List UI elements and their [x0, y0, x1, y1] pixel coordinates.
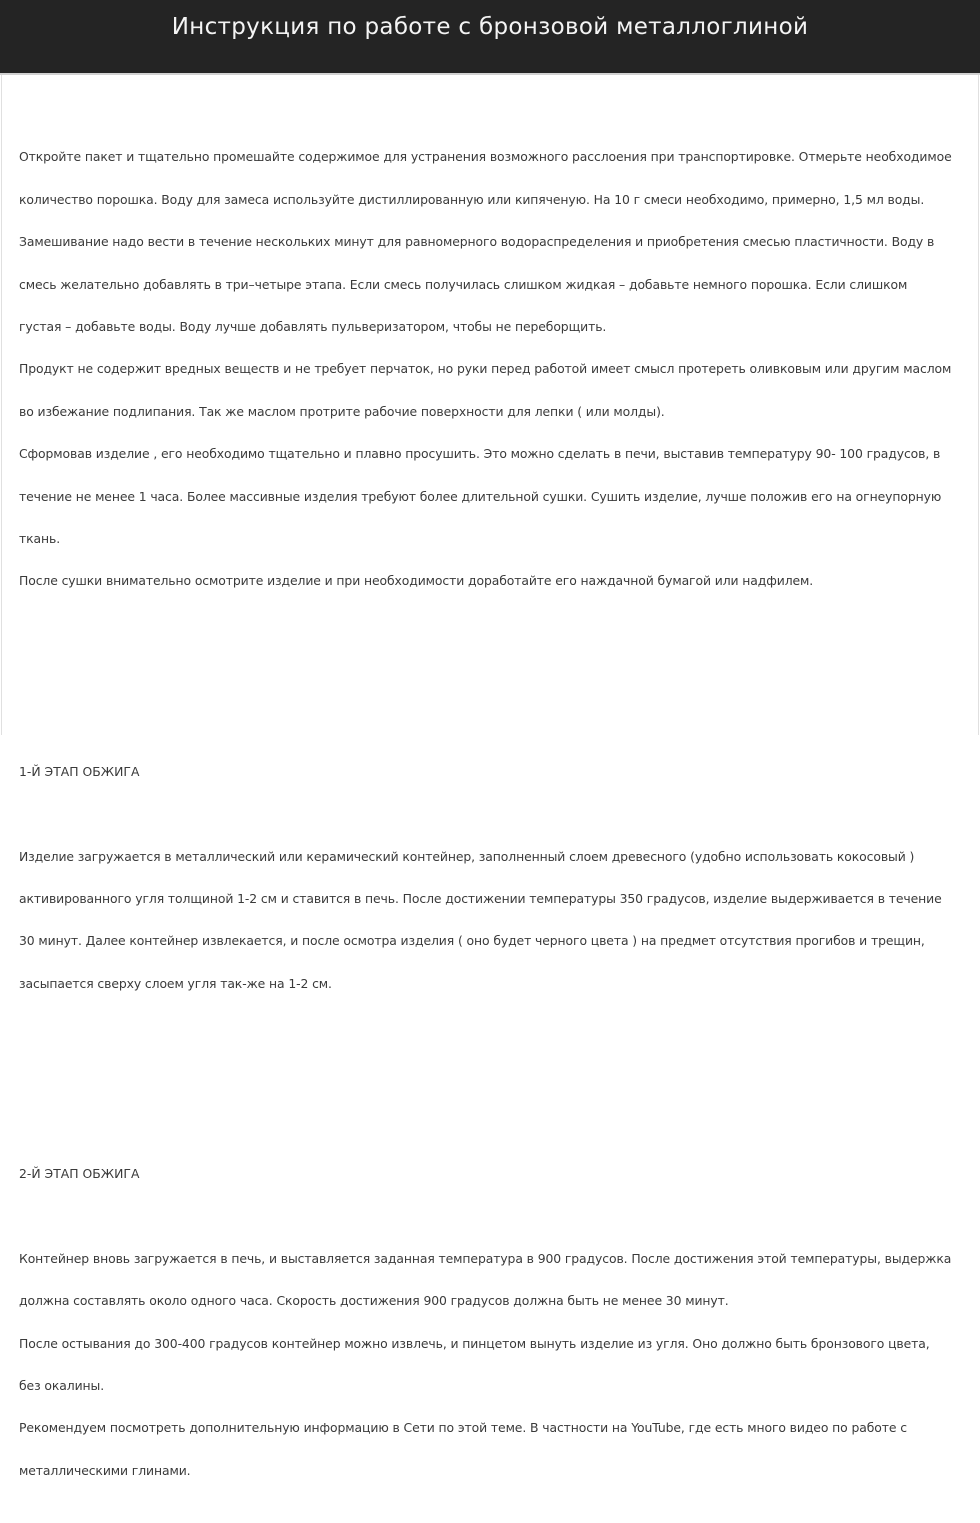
- text-line: ткань.: [19, 531, 61, 547]
- stage2-section: [19, 1142, 964, 1502]
- text-line: металлическими глинами.: [19, 1462, 191, 1478]
- text-line: густая – добавьте воды. Воду лучше добавлять пульверизатором, чтобы не переборщить.: [19, 319, 607, 335]
- spacer: [19, 1206, 964, 1227]
- text-line: течение не менее 1 часа. Более массивные изделия требуют более длительной сушки. Сушить изделие, лучше положив его на огнеупорную: [19, 488, 942, 504]
- text-line: Откройте пакет и тщательно промешайте содержимое для устранения возможного расслоения при транспортировке. Отмерьте необходимое: [19, 149, 952, 165]
- stage1-heading: 1-Й ЭТАП ОБЖИГА: [19, 763, 140, 779]
- spacer: [19, 1058, 964, 1100]
- spacer: [19, 655, 964, 697]
- page-header: [0, 0, 980, 75]
- text-line: 30 минут. Далее контейнер извлекается, и после осмотра изделия ( оно будет черного цвета ) на предмет отсутствия прогибов и трещин,: [19, 933, 925, 949]
- text-line: После сушки внимательно осмотрите изделие и при необходимости доработайте его наждачной бумагой или надфилем.: [19, 573, 814, 589]
- stage2-heading: 2-Й ЭТАП ОБЖИГА: [19, 1166, 140, 1182]
- text-line: Рекомендуем посмотреть дополнительную информацию в Сети по этой теме. В частности на YouTube, где есть много видео по работе с: [19, 1420, 907, 1436]
- content-frame: [1, 75, 979, 1478]
- text-line: засыпается сверху слоем угля так-же на 1-2 см.: [19, 975, 332, 991]
- text-line: Сформовав изделие , его необходимо тщательно и плавно просушить. Это можно сделать в печи, выставив температуру 90- 100 градусов, в: [19, 446, 941, 462]
- text-line: количество порошка. Воду для замеса используйте дистиллированную или кипяченую. На 10 г смеси необходимо, примерно, 1,5 мл воды.: [19, 191, 925, 207]
- text-line: Контейнер вновь загружается в печь, и выставляется заданная температура в 900 градусов. После достижения этой температуры, выдержка: [19, 1250, 952, 1266]
- text-line: Изделие загружается в металлический или керамический контейнер, заполненный слоем древесного (удобно использовать кокосовый ): [19, 848, 915, 864]
- page-title: Инструкция по работе с бронзовой металлоглиной: [171, 13, 809, 40]
- text-line: После остывания до 300-400 градусов контейнер можно извлечь, и пинцетом вынуть изделие из угля. Оно должно быть бронзового цвета,: [19, 1335, 930, 1351]
- stage1-section: [19, 740, 964, 1015]
- text-line: Замешивание надо вести в течение нескольких минут для равномерного водораспределения и приобретения смесью пластичности. Воду в: [19, 234, 935, 250]
- text-line: во избежание подлипания. Так же маслом протрите рабочие поверхности для лепки ( или молды).: [19, 403, 665, 419]
- intro-section: [19, 125, 964, 613]
- spacer: [19, 803, 964, 824]
- text-line: без окалины.: [19, 1377, 105, 1393]
- instruction-text: [2, 75, 978, 1523]
- text-line: смесь желательно добавлять в три–четыре этапа. Если смесь получилась слишком жидкая – добавьте немного порошка. Если слишком: [19, 276, 908, 292]
- text-line: Продукт не содержит вредных веществ и не требует перчаток, но руки перед работой имеет смысл протереть оливковым или другим маслом: [19, 361, 952, 377]
- text-line: должна составлять около одного часа. Скорость достижения 900 градусов должна быть не менее 30 минут.: [19, 1293, 729, 1309]
- text-line: активированного угля толщиной 1-2 см и ставится в печь. После достижении температуры 350 градусов, изделие выдерживается в течение: [19, 890, 942, 906]
